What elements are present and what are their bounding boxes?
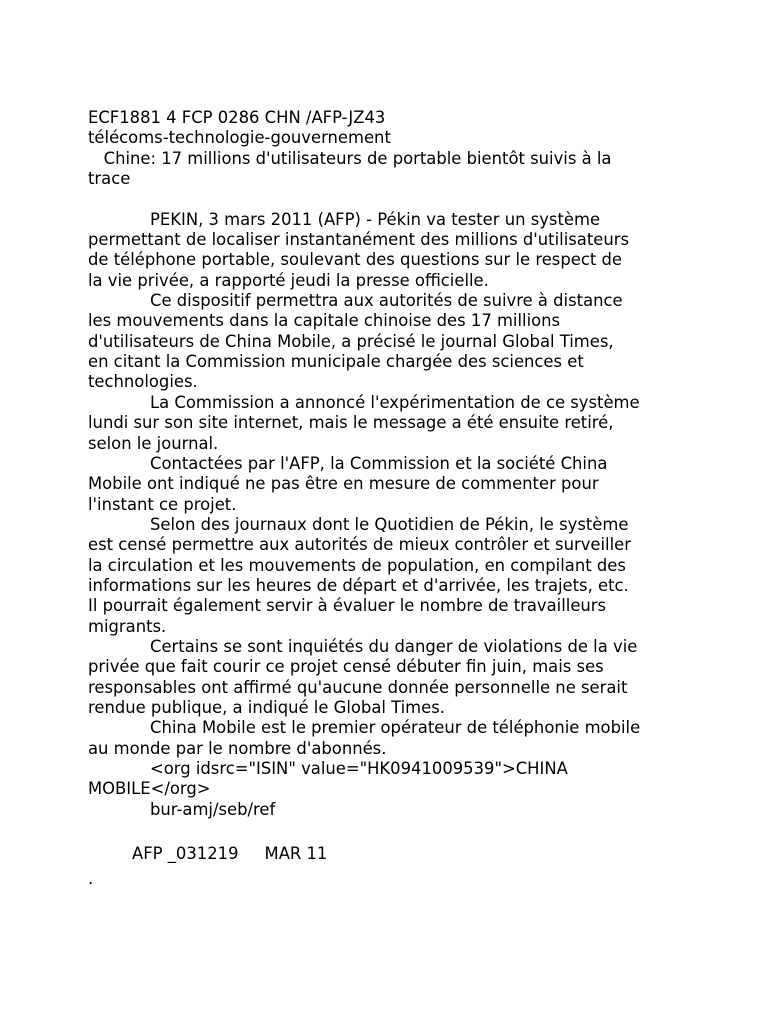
document-page: [88, 108, 688, 889]
paragraph-line: <org idsrc="ISIN" value="HK0941009539">CHINA: [150, 759, 568, 778]
paragraph-line: de téléphone portable, soulevant des questions sur le respect de: [88, 250, 622, 270]
article-paragraph: [88, 210, 688, 291]
paragraph-line: responsables ont affirmé qu'aucune donnée personnelle ne serait: [88, 677, 628, 697]
article-paragraph: [88, 759, 688, 800]
article-paragraph: [88, 515, 688, 637]
article-body: [88, 210, 688, 820]
paragraph-line: Ce dispositif permettra aux autorités de suivre à distance: [150, 291, 623, 311]
article-paragraph: [88, 291, 688, 393]
paragraph-line: est censé permettre aux autorités de mieux contrôler et surveiller: [88, 535, 631, 555]
paragraph-line: China Mobile est le premier opérateur de téléphonie mobile: [150, 718, 641, 738]
dispatch-keywords: télécoms-technologie-gouvernement: [88, 128, 391, 148]
paragraph-line: migrants.: [88, 616, 167, 636]
paragraph-line: privée que fait courir ce projet censé débuter fin juin, mais ses: [88, 657, 604, 677]
paragraph-line: Certains se sont inquiétés du danger de violations de la vie: [150, 636, 638, 656]
blank-line: [88, 189, 688, 209]
paragraph-line: PEKIN, 3 mars 2011 (AFP) - Pékin va tester un système: [150, 209, 601, 229]
paragraph-line: l'instant ce projet.: [88, 494, 237, 514]
dispatch-slug: ECF1881 4 FCP 0286 CHN /AFP-JZ43: [88, 108, 386, 127]
paragraph-line: informations sur les heures de départ et d'arrivée, les trajets, etc.: [88, 575, 629, 595]
paragraph-line: selon le journal.: [88, 433, 219, 453]
dispatch-footer: AFP _031219 MAR 11: [132, 844, 328, 864]
blank-line: [88, 820, 688, 840]
paragraph-line: bur-amj/seb/ref: [150, 799, 276, 819]
paragraph-line: la vie privée, a rapporté jeudi la presse officielle.: [88, 270, 489, 290]
end-mark: .: [88, 868, 94, 888]
paragraph-line: MOBILE</org>: [88, 779, 211, 799]
headline-line-2: trace: [88, 169, 131, 189]
paragraph-line: au monde par le nombre d'abonnés.: [88, 738, 387, 758]
paragraph-line: Mobile ont indiqué ne pas être en mesure de commenter pour: [88, 474, 599, 494]
paragraph-line: les mouvements dans la capitale chinoise des 17 millions: [88, 311, 561, 331]
paragraph-line: Contactées par l'AFP, la Commission et la société China: [150, 453, 608, 473]
paragraph-line: technologies.: [88, 372, 198, 392]
paragraph-line: la circulation et les mouvements de population, en compilant des: [88, 555, 626, 575]
paragraph-line: d'utilisateurs de China Mobile, a précisé le journal Global Times,: [88, 331, 614, 351]
article-paragraph: [88, 454, 688, 515]
paragraph-line: rendue publique, a indiqué le Global Times.: [88, 697, 445, 717]
paragraph-line: en citant la Commission municipale chargée des sciences et: [88, 352, 584, 372]
paragraph-line: lundi sur son site internet, mais le message a été ensuite retiré,: [88, 413, 614, 433]
paragraph-line: Selon des journaux dont le Quotidien de Pékin, le système: [150, 514, 629, 534]
paragraph-line: permettant de localiser instantanément des millions d'utilisateurs: [88, 230, 630, 250]
paragraph-line: Il pourrait également servir à évaluer le nombre de travailleurs: [88, 596, 607, 616]
article-paragraph: [88, 718, 688, 759]
article-paragraph: [88, 637, 688, 718]
article-paragraph: [88, 393, 688, 454]
article-paragraph: [88, 800, 688, 820]
paragraph-line: La Commission a annoncé l'expérimentation de ce système: [150, 392, 640, 412]
headline-line-1: Chine: 17 millions d'utilisateurs de portable bientôt suivis à la: [88, 148, 612, 168]
